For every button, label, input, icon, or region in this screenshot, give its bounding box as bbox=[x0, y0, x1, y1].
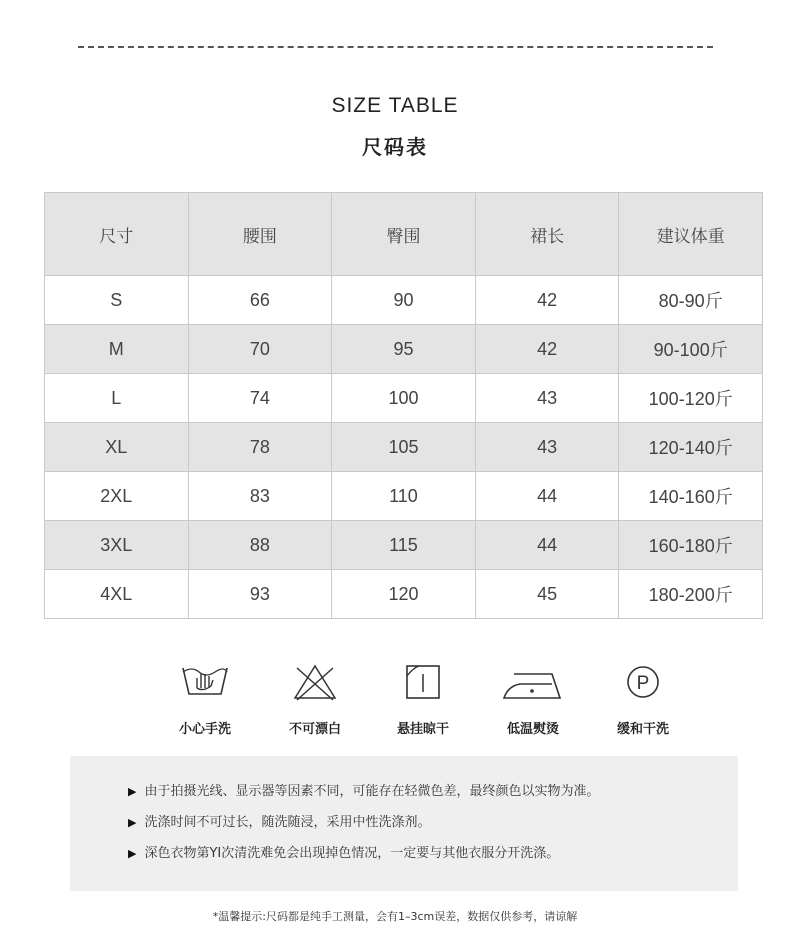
column-header-size: 尺寸 bbox=[45, 193, 189, 276]
table-cell: 78 bbox=[188, 423, 332, 472]
note-item bbox=[128, 842, 559, 861]
hang-dry-icon bbox=[395, 660, 451, 704]
table-cell: 44 bbox=[475, 472, 619, 521]
notes-panel bbox=[70, 756, 738, 891]
table-cell: 95 bbox=[332, 325, 476, 374]
dashed-divider bbox=[78, 46, 713, 48]
table-cell: 42 bbox=[475, 325, 619, 374]
column-header-length: 裙长 bbox=[475, 193, 619, 276]
table-header-row bbox=[45, 193, 763, 276]
note-item bbox=[128, 811, 430, 830]
no-bleach-icon bbox=[287, 660, 343, 704]
table-cell: 160-180斤 bbox=[619, 521, 763, 570]
table-cell: 100 bbox=[332, 374, 476, 423]
footer-note: *温馨提示:尺码都是纯手工测量，会有1–3cm误差，数据仅供参考，请谅解 bbox=[212, 910, 578, 923]
table-cell: 90 bbox=[332, 276, 476, 325]
table-cell: 43 bbox=[475, 374, 619, 423]
table-row bbox=[45, 276, 763, 325]
bullet-icon: ▶ bbox=[128, 816, 137, 829]
care-label: 缓和干洗 bbox=[616, 722, 669, 737]
table-cell: 100-120斤 bbox=[619, 374, 763, 423]
table-row bbox=[45, 325, 763, 374]
note-text: 洗涤时间不可过长，随洗随浸，采用中性洗涤剂。 bbox=[144, 815, 431, 830]
size-table bbox=[44, 192, 763, 619]
table-row bbox=[45, 472, 763, 521]
table-cell: 45 bbox=[475, 570, 619, 619]
table-cell: 140-160斤 bbox=[619, 472, 763, 521]
care-instructions bbox=[160, 660, 680, 740]
column-header-hip: 臀围 bbox=[332, 193, 476, 276]
table-cell: XL bbox=[45, 423, 189, 472]
table-cell: 80-90斤 bbox=[619, 276, 763, 325]
table-cell: 88 bbox=[188, 521, 332, 570]
column-header-weight: 建议体重 bbox=[619, 193, 763, 276]
care-label: 小心手洗 bbox=[178, 722, 231, 737]
gentle-wash-symbol: P bbox=[636, 673, 650, 694]
table-cell: 2XL bbox=[45, 472, 189, 521]
table-row bbox=[45, 521, 763, 570]
table-cell: 66 bbox=[188, 276, 332, 325]
table-cell: S bbox=[45, 276, 189, 325]
table-row bbox=[45, 374, 763, 423]
bullet-icon: ▶ bbox=[128, 785, 137, 798]
table-cell: 83 bbox=[188, 472, 332, 521]
column-header-waist: 腰围 bbox=[188, 193, 332, 276]
table-row bbox=[45, 423, 763, 472]
note-text: 由于拍摄光线、显示器等因素不同，可能存在轻微色差，最终颜色以实物为准。 bbox=[144, 784, 600, 799]
table-cell: 4XL bbox=[45, 570, 189, 619]
table-cell: 43 bbox=[475, 423, 619, 472]
bullet-icon: ▶ bbox=[128, 847, 137, 860]
care-item-gentle-wash bbox=[598, 660, 688, 737]
table-cell: 70 bbox=[188, 325, 332, 374]
care-item-hang-dry bbox=[378, 660, 468, 737]
title-en: SIZE TABLE bbox=[331, 94, 459, 117]
table-cell: 93 bbox=[188, 570, 332, 619]
note-text: 深色衣物第YI次清洗难免会出现掉色情况，一定要与其他衣服分开洗涤。 bbox=[144, 846, 560, 861]
table-cell: 3XL bbox=[45, 521, 189, 570]
table-cell: M bbox=[45, 325, 189, 374]
care-item-hand-wash bbox=[160, 660, 250, 737]
care-item-no-bleach bbox=[270, 660, 360, 737]
table-cell: 74 bbox=[188, 374, 332, 423]
care-label: 低温熨烫 bbox=[506, 722, 559, 737]
table-cell: 105 bbox=[332, 423, 476, 472]
gentle-wash-icon bbox=[615, 660, 671, 704]
hand-wash-icon bbox=[177, 660, 233, 704]
low-iron-icon bbox=[500, 660, 566, 704]
table-row bbox=[45, 570, 763, 619]
table-cell: 180-200斤 bbox=[619, 570, 763, 619]
care-item-low-iron bbox=[488, 660, 578, 737]
note-item bbox=[128, 780, 599, 799]
table-cell: 120-140斤 bbox=[619, 423, 763, 472]
table-cell: 120 bbox=[332, 570, 476, 619]
table-cell: L bbox=[45, 374, 189, 423]
care-label: 不可漂白 bbox=[288, 722, 341, 737]
title-cn: 尺码表 bbox=[362, 135, 428, 159]
table-cell: 90-100斤 bbox=[619, 325, 763, 374]
table-cell: 42 bbox=[475, 276, 619, 325]
table-cell: 110 bbox=[332, 472, 476, 521]
care-label: 悬挂晾干 bbox=[396, 722, 449, 737]
table-cell: 44 bbox=[475, 521, 619, 570]
table-cell: 115 bbox=[332, 521, 476, 570]
